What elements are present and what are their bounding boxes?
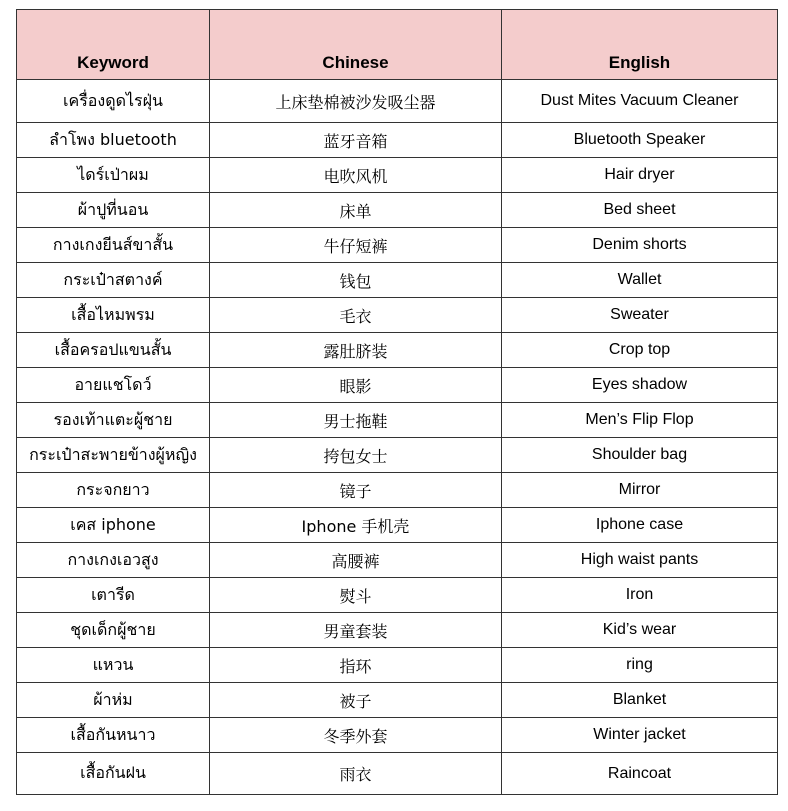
keyword-cell: ผ้าห่ม	[17, 683, 210, 718]
chinese-cell: 上床垫棉被沙发吸尘器	[210, 80, 502, 123]
chinese-cell: 高腰裤	[210, 543, 502, 578]
table-row	[17, 80, 778, 123]
english-cell: Sweater	[502, 298, 778, 333]
chinese-cell: 牛仔短裤	[210, 228, 502, 263]
keyword-translation-table	[16, 9, 778, 795]
table-row	[17, 298, 778, 333]
table-row	[17, 123, 778, 158]
chinese-cell: 床单	[210, 193, 502, 228]
table-row	[17, 263, 778, 298]
table-row	[17, 508, 778, 543]
table-header	[17, 10, 778, 80]
chinese-cell: 眼影	[210, 368, 502, 403]
table-row	[17, 368, 778, 403]
table-row	[17, 228, 778, 263]
keyword-cell: กระเป๋าสะพายข้างผู้หญิง	[17, 438, 210, 473]
english-cell: Men’s Flip Flop	[502, 403, 778, 438]
chinese-cell: 钱包	[210, 263, 502, 298]
chinese-cell: 露肚脐装	[210, 333, 502, 368]
chinese-cell: 熨斗	[210, 578, 502, 613]
header-chinese: Chinese	[210, 10, 502, 80]
chinese-cell: 指环	[210, 648, 502, 683]
keyword-cell: แหวน	[17, 648, 210, 683]
english-cell: Eyes shadow	[502, 368, 778, 403]
table-row	[17, 753, 778, 795]
english-cell: Blanket	[502, 683, 778, 718]
keyword-cell: เสื้อกันหนาว	[17, 718, 210, 753]
keyword-cell: ชุดเด็กผู้ชาย	[17, 613, 210, 648]
chinese-cell: 男士拖鞋	[210, 403, 502, 438]
english-cell: Crop top	[502, 333, 778, 368]
table-row	[17, 333, 778, 368]
english-cell: Dust Mites Vacuum Cleaner	[502, 80, 778, 123]
chinese-cell: Iphone 手机壳	[210, 508, 502, 543]
table-row	[17, 473, 778, 508]
english-cell: Winter jacket	[502, 718, 778, 753]
table-row	[17, 718, 778, 753]
english-cell: Hair dryer	[502, 158, 778, 193]
english-cell: Wallet	[502, 263, 778, 298]
table-row	[17, 193, 778, 228]
chinese-cell: 毛衣	[210, 298, 502, 333]
header-keyword: Keyword	[17, 10, 210, 80]
table-row	[17, 613, 778, 648]
keyword-cell: เตารีด	[17, 578, 210, 613]
keyword-cell: กระเป๋าสตางค์	[17, 263, 210, 298]
table-row	[17, 578, 778, 613]
keyword-cell: ไดร์เป่าผม	[17, 158, 210, 193]
chinese-cell: 挎包女士	[210, 438, 502, 473]
table-row	[17, 648, 778, 683]
keyword-cell: ลำโพง bluetooth	[17, 123, 210, 158]
chinese-cell: 雨衣	[210, 753, 502, 795]
chinese-cell: 电吹风机	[210, 158, 502, 193]
chinese-cell: 镜子	[210, 473, 502, 508]
english-cell: Bed sheet	[502, 193, 778, 228]
keyword-cell: เสื้อครอปแขนสั้น	[17, 333, 210, 368]
table-row	[17, 158, 778, 193]
keyword-cell: ผ้าปูที่นอน	[17, 193, 210, 228]
keyword-cell: เสื้อไหมพรม	[17, 298, 210, 333]
keyword-cell: เครื่องดูดไรฝุ่น	[17, 80, 210, 123]
keyword-cell: กางเกงเอวสูง	[17, 543, 210, 578]
chinese-cell: 被子	[210, 683, 502, 718]
english-cell: Denim shorts	[502, 228, 778, 263]
english-cell: ring	[502, 648, 778, 683]
table-body	[17, 80, 778, 795]
english-cell: Raincoat	[502, 753, 778, 795]
english-cell: Bluetooth Speaker	[502, 123, 778, 158]
keyword-cell: เสื้อกันฝน	[17, 753, 210, 795]
keyword-cell: รองเท้าแตะผู้ชาย	[17, 403, 210, 438]
table-row	[17, 438, 778, 473]
keyword-cell: กระจกยาว	[17, 473, 210, 508]
table-row	[17, 683, 778, 718]
chinese-cell: 冬季外套	[210, 718, 502, 753]
table-row	[17, 543, 778, 578]
keyword-cell: อายแชโดว์	[17, 368, 210, 403]
keyword-cell: เคส iphone	[17, 508, 210, 543]
keyword-cell: กางเกงยีนส์ขาสั้น	[17, 228, 210, 263]
chinese-cell: 蓝牙音箱	[210, 123, 502, 158]
english-cell: Mirror	[502, 473, 778, 508]
table-row	[17, 403, 778, 438]
english-cell: Shoulder bag	[502, 438, 778, 473]
header-english: English	[502, 10, 778, 80]
english-cell: Kid’s wear	[502, 613, 778, 648]
english-cell: High waist pants	[502, 543, 778, 578]
header-row	[17, 10, 778, 80]
english-cell: Iphone case	[502, 508, 778, 543]
english-cell: Iron	[502, 578, 778, 613]
chinese-cell: 男童套装	[210, 613, 502, 648]
